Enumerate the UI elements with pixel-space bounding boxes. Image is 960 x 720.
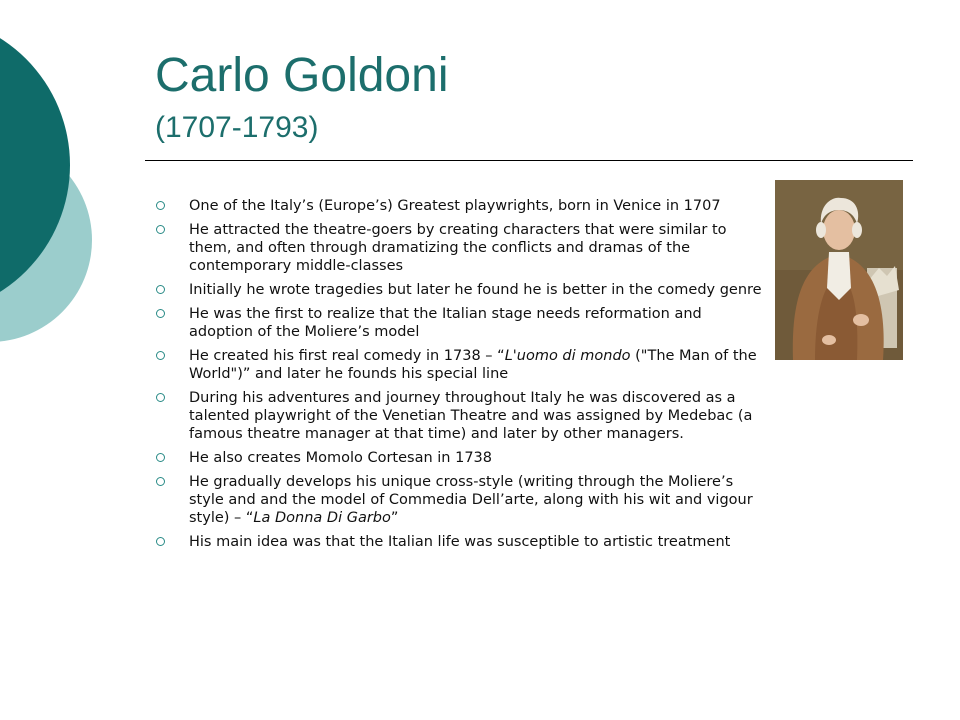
bullet-circle-icon — [156, 477, 165, 486]
bullet-item — [155, 305, 767, 341]
bullet-text: He also creates Momolo Cortesan in 1738 — [189, 450, 492, 466]
bullet-item — [155, 449, 767, 467]
bullet-item — [155, 473, 767, 527]
bullet-italic-text: L'uomo di mondo — [504, 348, 631, 364]
bullet-circle-icon — [156, 393, 165, 402]
bullet-text: He created his first real comedy in 1738 – “ — [189, 348, 505, 364]
bullet-circle-icon — [156, 285, 165, 294]
bullet-text: During his adventures and journey throughout Italy he was discovered as a talented playwright of the Venetian Theatre and was assigned by Medebac (a famous theatre manager at that time) and later by other managers. — [189, 390, 753, 442]
bullet-circle-icon — [156, 309, 165, 318]
bullet-list — [155, 197, 767, 557]
bullet-text: He gradually develops his unique cross-style (writing through the Moliere’s style and and the model of Commedia Dell’arte, along with his wit and vigour style) – “ — [189, 474, 753, 526]
bullet-circle-icon — [156, 537, 165, 546]
bullet-text: His main idea was that the Italian life was susceptible to artistic treatment — [189, 534, 731, 550]
bullet-text: ” — [390, 510, 399, 526]
bullet-circle-icon — [156, 201, 165, 210]
bullet-item — [155, 221, 767, 275]
slide-subtitle: (1707-1793) — [155, 111, 319, 144]
bullet-circle-icon — [156, 351, 165, 360]
bullet-item — [155, 197, 767, 215]
bullet-text: One of the Italy’s (Europe’s) Greatest playwrights, born in Venice in 1707 — [189, 198, 721, 214]
bullet-circle-icon — [156, 453, 165, 462]
bullet-italic-text: La Donna Di Garbo — [253, 510, 391, 526]
bullet-circle-icon — [156, 225, 165, 234]
dark-teal-circle — [0, 15, 70, 315]
slide-title: Carlo Goldoni — [155, 49, 449, 102]
light-teal-circle — [0, 138, 92, 342]
portrait-image — [775, 180, 903, 360]
bullet-text: He attracted the theatre-goers by creating characters that were similar to them, and often through dramatizing the conflicts and dramas of the contemporary middle-classes — [189, 222, 727, 274]
title-divider — [145, 160, 913, 161]
bullet-item — [155, 281, 767, 299]
bullet-text: Initially he wrote tragedies but later he found he is better in the comedy genre — [189, 282, 762, 298]
bullet-text: ("The Man of the World")” and later he founds his special line — [189, 348, 757, 382]
bullet-item — [155, 389, 767, 443]
bullet-item — [155, 347, 767, 383]
bullet-text: He was the first to realize that the Italian stage needs reformation and adoption of the Moliere’s model — [189, 306, 702, 340]
bullet-item — [155, 533, 767, 551]
